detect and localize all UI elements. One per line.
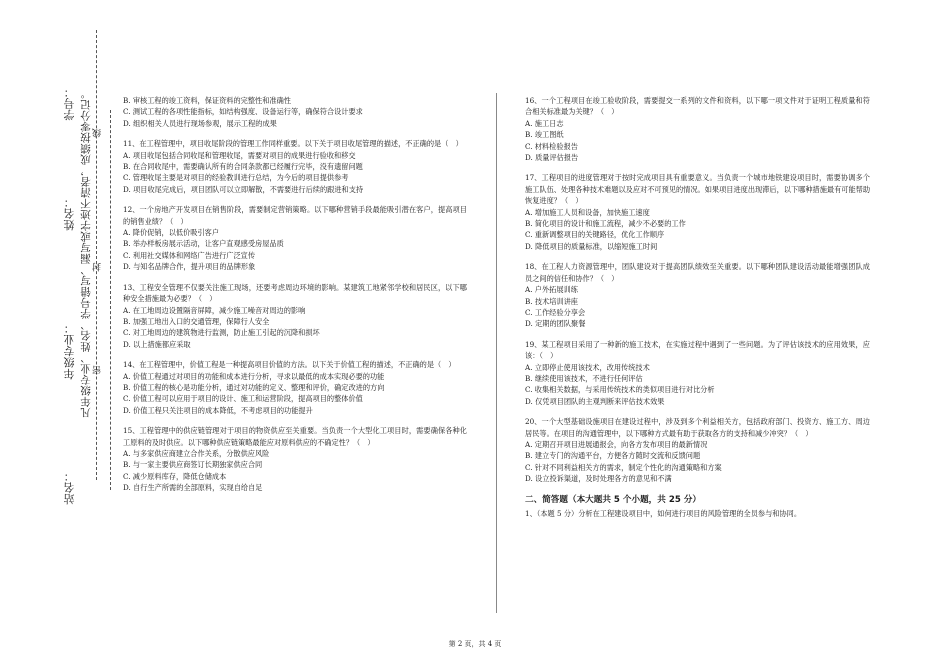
seal-mark-3: 线 [93,128,103,138]
section-title: 二、简答题（本大题共 5 个小题，共 25 分） [525,494,702,505]
option: A. 定期召开项目进展通报会，向各方发布项目的最新情况 [525,439,708,449]
option: A. 立即停止使用该技术，改用传统技术 [525,362,650,372]
seal-mark: 密 [93,365,103,375]
option: B. 价值工程的核心是功能分析，通过对功能的定义、整理和评价，确定改进的方向 [123,382,385,392]
option: C. 对工地周边的建筑物进行监测，防止施工引起的沉降和损坏 [123,328,320,338]
option: C. 工作经验分享会 [525,307,586,317]
option: A. 户外拓展训练 [525,285,578,295]
option: C. 收集相关数据，与采用传统技术的类似项目进行对比分析 [525,385,715,395]
option: D. 项目收尾完成后，项目团队可以立即解散，不需要进行后续的跟进和支持 [123,184,364,194]
seal-mark-2: 封 [93,262,103,272]
option: C. 针对不同利益相关方的需求，制定个性化的沟通策略和方案 [525,462,722,472]
left-column [123,95,467,503]
school-label: 站名： [63,470,76,505]
question-text: 20、一个大型基础设施项目在建设过程中，涉及到多个利益相关方，包括政府部门、投资方、施工方、周边居民等。在项目的沟通管理中，以下哪种方式最有助于获取各方的支持和减少冲突？（ ） [525,417,870,438]
option: A. 与多家供应商建立合作关系，分散供应风险 [123,448,270,458]
option: D. 降低项目的质量标准，以缩短施工时间 [525,241,658,251]
question-19 [525,339,870,407]
option: B. 建立专门的沟通平台，方便各方随时交流和反馈问题 [525,451,701,461]
option: B. 竣工图纸 [525,130,564,140]
option: C. 重新调整项目的关键路径，优化工作顺序 [525,230,665,240]
option: D. 仅凭项目团队的主观判断来评估技术效果 [525,396,665,406]
question-12 [123,204,467,272]
binding-line-outer [96,30,97,480]
page-footer: 第 2 页，共 4 页 [448,640,502,648]
right-column [525,95,870,519]
option: B. 在合同收尾中，需要确认所有的合同条款都已经履行完毕，没有遗留问题 [123,162,363,172]
question-text: 19、某工程项目采用了一种新的施工技术，在实施过程中遇到了一些问题。为了评估该技术的应用效果，应该：（ ） [525,339,870,361]
question-11 [123,138,467,195]
option: D. 自行生产所需的全部原料，实现自给自足 [123,483,263,493]
option: A. 增加施工人员和设备，加快施工速度 [525,207,650,217]
option: B. 简化项目的设计和施工流程，减少不必要的工作 [525,219,686,229]
question-20 [525,416,870,484]
option: D. 定期的团队聚餐 [525,319,586,329]
question-14 [123,359,467,416]
class-label: 年级专业： [63,322,76,380]
question-18 [525,261,870,329]
question-text: 14、在工程管理中，价值工程是一种提高项目价值的方法。以下关于价值工程的描述，不正确的是（ ） [123,360,456,370]
option: B. 审核工程的竣工资料，保证资料的完整性和准确性 [123,96,291,105]
option: C. 减少原料库存，降低仓储成本 [123,471,227,481]
name-label: 姓名： [63,196,76,231]
option: A. 降价促销，以低价吸引客户 [123,228,220,238]
option: B. 举办样板房展示活动，让客户直观感受房屋品质 [123,239,284,249]
option: C. 利用社交媒体和网络广告进行广泛宣传 [123,250,256,260]
question-text: 18、在工程人力资源管理中，团队建设对于提高团队绩效至关重要。以下哪种团队建设活动最能增强团队成员之间的信任和协作？（ ） [525,262,870,283]
option: C. 材料检验报告 [525,141,578,151]
option: A. 在工地周边设置隔音屏障，减少施工噪音对周边的影响 [123,305,306,315]
option: B. 与一家主要供应商签订长期独家供应合同 [123,460,263,470]
column-divider [496,93,497,613]
option: B. 继续使用该技术，不进行任何评估 [525,373,643,383]
binding-warning: 凡年级专业、姓名、学号错写、漏写或字迹不清者，成绩按零分记。 [80,88,92,418]
question-13 [123,282,467,350]
question-16 [525,95,870,163]
question-text: 16、一个工程项目在竣工验收阶段，需要提交一系列的文件和资料，以下哪一项文件对于证明工程质量和符合相关标准最为关键？（ ） [525,96,870,117]
option: C. 测试工程的各项性能指标，如结构强度、设备运行等，确保符合设计要求 [123,107,363,117]
student-id-label: 学号： [63,86,76,121]
binding-line-inner [110,110,111,490]
question-text: 17、工程项目的进度管理对于按时完成项目具有重要意义。当负责一个城市地铁建设项目时，需要协调多个施工队伍、处理各种技术难题以及应对不可预见的情况。如果项目进度出现滞后，以下哪种措施最有可能帮助恢复进度？（ ） [525,173,871,206]
question-15 [123,425,467,493]
option: D. 以上措施都应采取 [123,339,191,349]
option: D. 质量评估报告 [525,153,579,163]
option: C. 管理收尾主要是对项目的经验教训进行总结，为今后的项目提供参考 [123,173,349,183]
option: B. 技术培训讲座 [525,296,578,306]
option: B. 加强工地出入口的交通管理，保障行人安全 [123,316,270,326]
option: D. 价值工程只关注项目的成本降低，不考虑项目的功能提升 [123,405,313,415]
question-17 [525,172,870,252]
question-text: 15、工程管理中的供应链管理对于项目的物资供应至关重要。当负责一个大型化工项目时，需要确保各种化工原料的及时供应。以下哪种供应链策略最能应对原料供应的不确定性？（ ） [123,426,467,447]
option: C. 价值工程可以应用于项目的设计、施工和运营阶段，提高项目的整体价值 [123,394,363,404]
option: A. 价值工程通过对项目的功能和成本进行分析，寻求以最低的成本实现必要的功能 [123,371,385,381]
option: A. 施工日志 [525,118,564,128]
question-text: 11、在工程管理中，项目收尾阶段的管理工作同样重要。以下关于项目收尾管理的描述，不正确的是（ ） [123,139,463,149]
option: D. 组织相关人员进行现场参观，展示工程的成果 [123,118,277,128]
short-answer-question-1: 1、（本题 5 分）分析在工程建设项目中，如何进行项目的风险管理的全员参与和协同。 [525,509,802,518]
option: D. 设立投诉渠道，及时处理各方的意见和不满 [525,474,672,484]
question-text: 13、工程安全管理不仅要关注施工现场，还要考虑周边环境的影响。某建筑工地紧邻学校和居民区，以下哪种安全措施最为必要？（ ） [123,282,467,304]
question-text: 12、一个房地产开发项目在销售阶段，需要制定营销策略。以下哪种营销手段最能吸引潜在客户，提高项目的销售业绩？（ ） [123,205,467,226]
question-10-fragment [123,95,467,129]
option: A. 项目收尾包括合同收尾和管理收尾，需要对项目的成果进行验收和移交 [123,150,356,160]
option: D. 与知名品牌合作，提升项目的品牌形象 [123,262,256,272]
